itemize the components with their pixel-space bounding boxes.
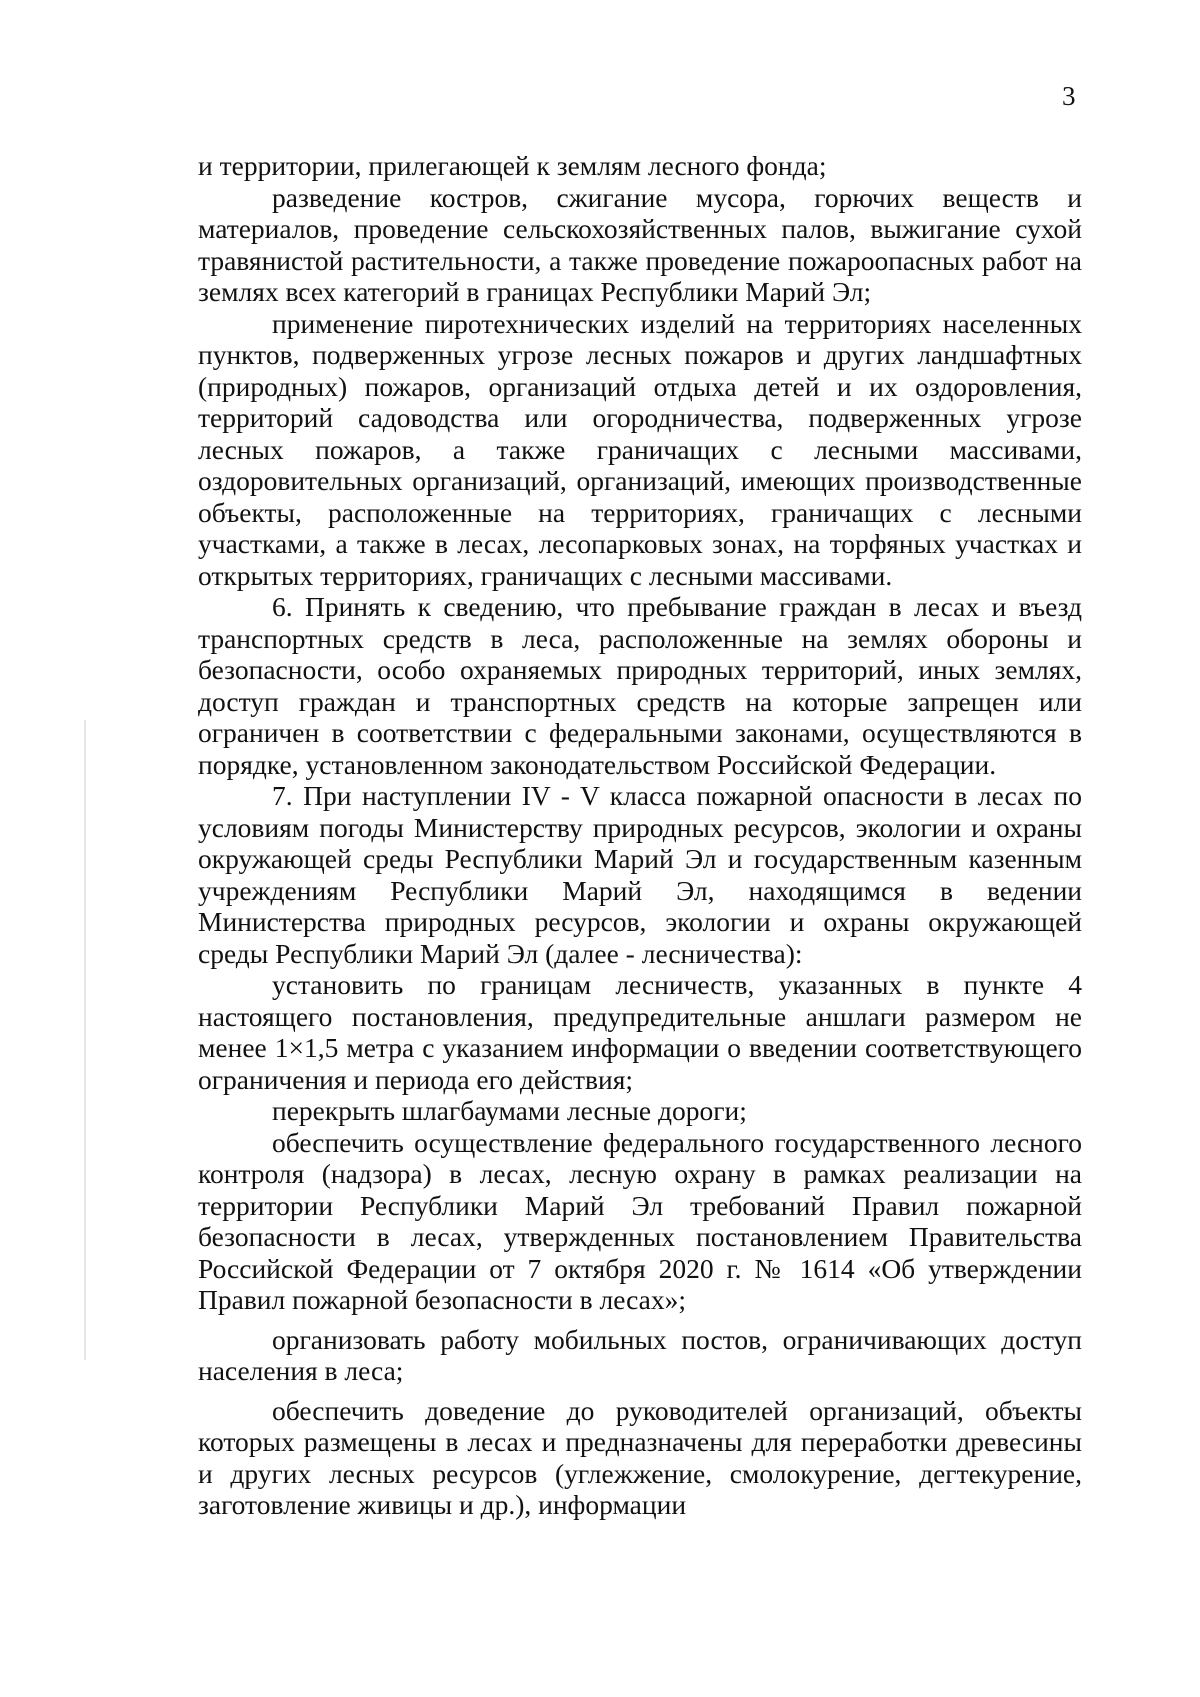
paragraph-inform-organizations: обеспечить доведение до руководителей организаций, объекты которых размещены в лесах и предназначены для переработки древесины и других лесных ресурсов (углежжение, смолокурение, дегтекурение, заготовление живицы и др.), информации bbox=[198, 1394, 1082, 1520]
paragraph-barriers: перекрыть шлагбаумами лесные дороги; bbox=[272, 1095, 747, 1126]
paragraph-fireworks-ban: применение пиротехнических изделий на территориях населенных пунктов, подверженных угрозе лесных пожаров и других ландшафтных (природных) пожаров, организаций отдыха детей и их оздоровления, территорий садоводства или огородничества, подверженных угрозе лесных пожаров, а также граничащих с лесными массивами, оздоровительных организаций, организаций, имеющих производственные объекты, расположенные на территориях, граничащих с лесными участками, а также в лесах, лесопарковых зонах, на торфяных участках и открытых территориях, граничащих с лесными массивами. bbox=[198, 307, 1082, 591]
paragraph-item-7: 7. При наступлении IV - V класса пожарной опасности в лесах по условиям погоды Министерству природных ресурсов, экологии и охраны окружающей среды Республики Марий Эл и государственным казенным учреждениям Республики Марий Эл, находящимся в ведении Министерства природных ресурсов, экологии и охраны окружающей среды Республики Марий Эл (далее - лесничества): bbox=[198, 780, 1082, 969]
paragraph-item-6: 6. Принять к сведению, что пребывание граждан в лесах и въезд транспортных средств в леса, расположенные на землях обороны и безопасности, особо охраняемых природных территорий, иных землях, доступ граждан и транспортных средств на которые запрещен или ограничен в соответствии с федеральными законами, осуществляются в порядке, установленном законодательством Российской Федерации. bbox=[198, 591, 1082, 780]
page-number: 3 bbox=[1062, 81, 1076, 111]
paragraph-mobile-posts: организовать работу мобильных постов, ограничивающих доступ населения в леса; bbox=[198, 1323, 1082, 1386]
paragraph-warning-signs: установить по границам лесничеств, указанных в пункте 4 настоящего постановления, предупредительные аншлаги размером не менее 1×1,5 метра с указанием информации о введении соответствующего ограничения и периода его действия; bbox=[198, 969, 1082, 1095]
paragraph-territory-continuation: и территории, прилегающей к землям лесного фонда; bbox=[198, 150, 827, 181]
document-body bbox=[198, 150, 1082, 1521]
paragraph-fire-ban-burning: разведение костров, сжигание мусора, горючих веществ и материалов, проведение сельскохозяйственных палов, выжигание сухой травянистой растительности, а также проведение пожароопасных работ на землях всех категорий в границах Республики Марий Эл; bbox=[198, 181, 1082, 307]
scan-artifact-line bbox=[84, 720, 86, 1360]
paragraph-forest-control: обеспечить осуществление федерального государственного лесного контроля (надзора) в лесах, лесную охрану в рамках реализации на территории Республики Марий Эл требований Правил пожарной безопасности в лесах, утвержденных постановлением Правительства Российской Федерации от 7 октября 2020 г. № 1614 «Об утверждении Правил пожарной безопасности в лесах»; bbox=[198, 1126, 1082, 1315]
